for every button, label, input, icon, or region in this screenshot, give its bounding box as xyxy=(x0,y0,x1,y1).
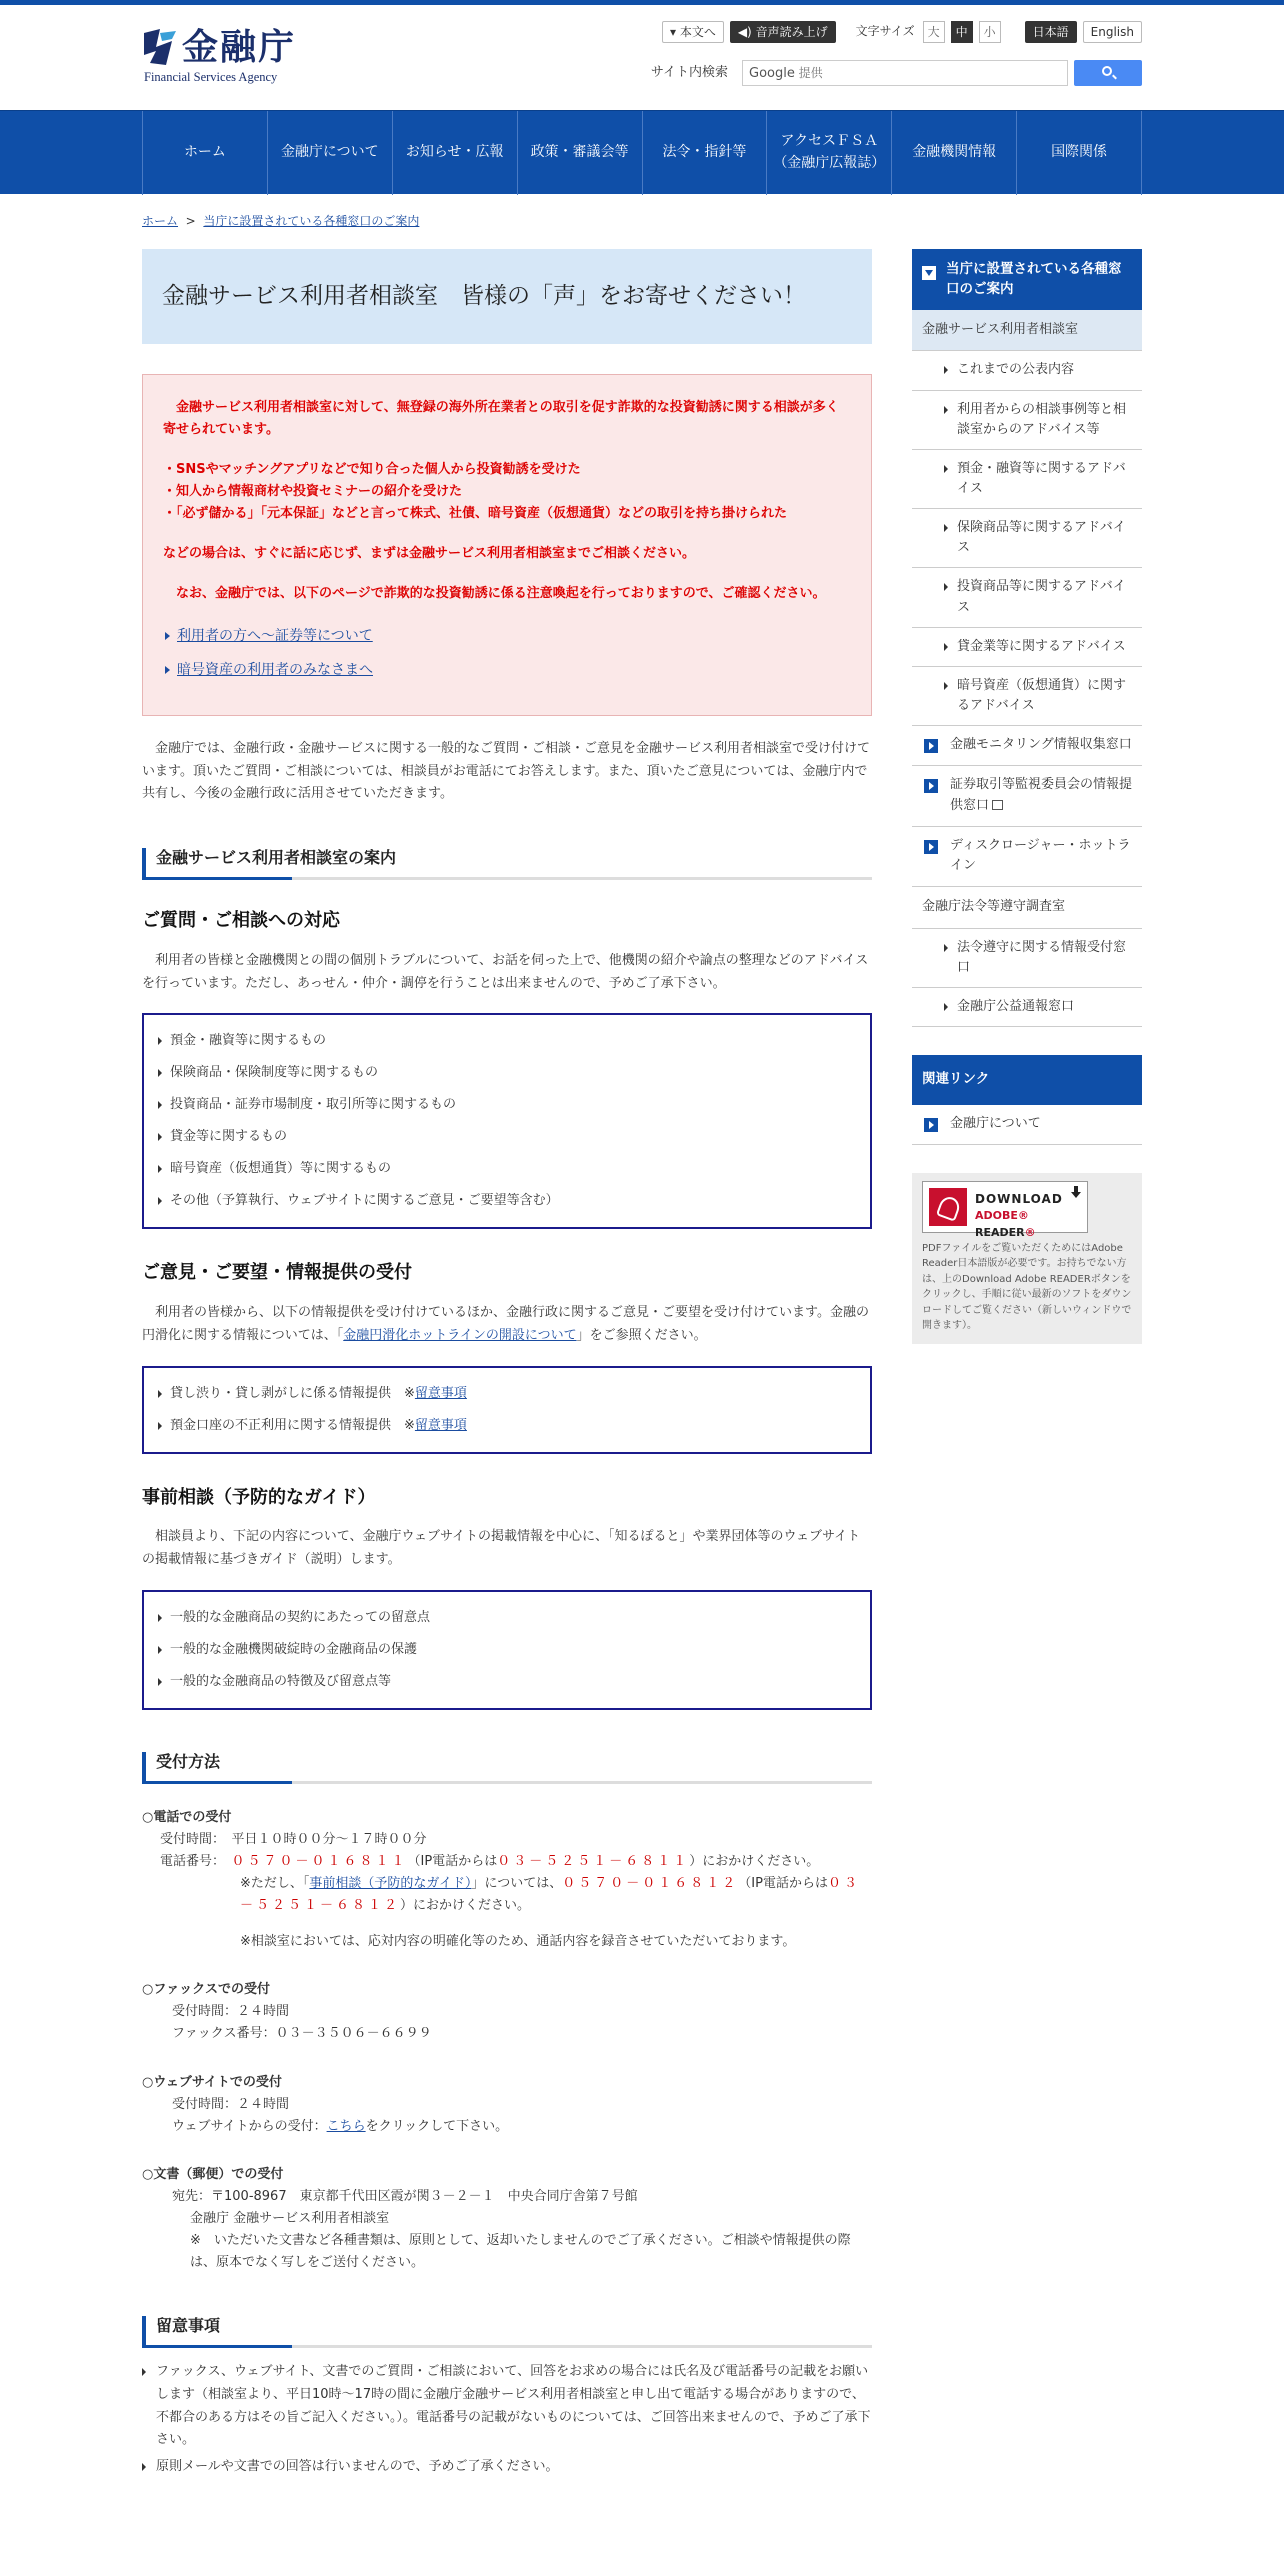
global-nav xyxy=(0,110,1284,194)
phone-head: ○電話での受付 xyxy=(142,1809,232,1825)
mail-section xyxy=(142,2164,872,2274)
breadcrumb-sep: > xyxy=(185,214,196,228)
sec2-item2: 預金口座の不正利用に関する情報提供 ※ xyxy=(170,1417,415,1433)
sec3-title: 事前相談（予防的なガイド） xyxy=(142,1486,376,1508)
provided-label: 提供 xyxy=(798,66,823,80)
guide-ip-number: ０３－５２５１－６８１２ xyxy=(240,1875,860,1914)
nav-item[interactable]: アクセスＦＳＡ （金融庁広報誌） xyxy=(767,111,892,195)
fsa-logo[interactable] xyxy=(142,25,312,85)
guide-link[interactable]: 事前相談（予防的なガイド） xyxy=(309,1875,472,1891)
font-size-mid-button[interactable]: 中 xyxy=(951,21,973,43)
phone-note-b: 」については、 xyxy=(471,1875,563,1891)
fax-number: ファックス番号：０３－３５０６－６６９９ xyxy=(172,2026,432,2042)
list-item: 一般的な金融商品の特徴及び留意点等 xyxy=(158,1666,856,1698)
fax-section xyxy=(142,1979,872,2045)
list-item: 預金・融資等に関するもの xyxy=(158,1025,856,1057)
adobe-download-button[interactable] xyxy=(922,1181,1088,1240)
link-securities-users[interactable]: 利用者の方へ～証券等について xyxy=(177,628,373,645)
related-links-head: 関連リンク xyxy=(912,1055,1142,1105)
alert-text-3: なお、金融庁では、以下のページで詐欺的な投資勧誘に係る注意喚起を行っておりますので、ご確認ください。 xyxy=(163,586,826,602)
fsa-logo-icon xyxy=(142,27,180,67)
phone-hours: 受付時間： 平日１０時００分～１７時００分 xyxy=(160,1831,427,1847)
phone-section xyxy=(142,1807,872,1954)
sec1-list xyxy=(142,1013,872,1229)
lang-ja-button[interactable]: 日本語 xyxy=(1025,21,1077,43)
skip-to-content-button[interactable]: ▾ 本文へ xyxy=(662,21,724,43)
download-arrow-icon xyxy=(1071,1186,1081,1198)
arrow-icon xyxy=(924,779,938,793)
site-header xyxy=(142,5,1142,110)
notes-link-2[interactable]: 留意事項 xyxy=(414,1417,467,1433)
web-text-a: ウェブサイトからの受付： xyxy=(172,2118,327,2134)
adobe-reader-box xyxy=(912,1173,1142,1344)
alert-text-1: 金融サービス利用者相談室に対して、無登録の海外所在業者との取引を促す詐欺的な投資勧誘に関する相談が多く寄せられています。 xyxy=(163,399,839,437)
list-item xyxy=(158,1378,856,1410)
sec3-desc: 相談員より、下記の内容について、金融庁ウェブサイトの掲載情報を中心に、「知るぽると」や業界団体等のウェブサイトの掲載情報に基づきガイド（説明）します。 xyxy=(142,1529,861,1568)
sidebar-item-label: ディスクロージャー・ホットライン xyxy=(950,837,1131,874)
phone-num-label: 電話番号： xyxy=(160,1853,219,1869)
sidebar xyxy=(912,249,1142,2483)
mail-address: 宛先：〒100-8967 東京都千代田区霞が関３－２－１ 中央合同庁舎第７号館 xyxy=(172,2188,638,2204)
nav-item[interactable]: 政策・審議会等 xyxy=(518,111,643,195)
sidebar-subitem[interactable]: 暗号資産（仮想通貨）に関するアドバイス xyxy=(912,667,1142,726)
web-hours: 受付時間：２４時間 xyxy=(172,2096,290,2112)
alert-text-2: などの場合は、すぐに話に応じず、まずは金融サービス利用者相談室までご相談ください。 xyxy=(163,546,695,562)
phone-note-d: ）におかけください。 xyxy=(400,1898,531,1914)
lang-en-button[interactable]: English xyxy=(1083,21,1142,43)
nav-item[interactable]: 国際関係 xyxy=(1017,111,1142,195)
phone-note-a: ※ただし、「 xyxy=(240,1875,310,1891)
nav-item[interactable]: 金融庁について xyxy=(268,111,393,195)
list-item: 一般的な金融商品の契約にあたっての留意点 xyxy=(158,1602,856,1634)
list-item: 保険商品・保険制度等に関するもの xyxy=(158,1057,856,1089)
sec1-title: ご質問・ご相談への対応 xyxy=(142,909,340,931)
sidebar-head-label: 当庁に設置されている各種窓口のご案内 xyxy=(946,261,1122,298)
link-crypto-users[interactable]: 暗号資産の利用者のみなさまへ xyxy=(177,662,373,679)
sidebar-subitem[interactable]: これまでの公表内容 xyxy=(912,351,1142,390)
font-size-large-button[interactable]: 大 xyxy=(923,21,945,43)
sec2-item1: 貸し渋り・貸し剥がしに係る情報提供 ※ xyxy=(170,1385,415,1401)
search-input[interactable] xyxy=(742,60,1068,86)
sidebar-item-label: 金融モニタリング情報収集窓口 xyxy=(950,737,1132,753)
nav-item[interactable]: ホーム xyxy=(143,111,268,195)
web-text-b: をクリックして下さい。 xyxy=(365,2118,509,2134)
sidebar-item[interactable] xyxy=(912,827,1142,888)
search-label: サイト内検索 xyxy=(650,64,728,80)
web-line xyxy=(142,2116,872,2138)
logo-en: Financial Services Agency xyxy=(144,70,278,84)
page-title: 金融サービス利用者相談室 皆様の「声」をお寄せください！ xyxy=(142,249,872,344)
fraud-alert-box xyxy=(142,374,872,716)
fax-head: ○ファックスでの受付 xyxy=(142,1982,270,1998)
list-item: その他（予算執行、ウェブサイトに関するご意見・ご要望等含む） xyxy=(158,1185,856,1217)
adobe-t1: DOWNLOAD xyxy=(975,1191,1063,1206)
header-toolbar xyxy=(662,21,1142,43)
sidebar-head[interactable] xyxy=(912,249,1142,310)
adobe-text: PDFファイルをご覧いただくためにはAdobe Reader日本語版が必要です。お持ちでない方は、上のDownload Adobe READERボタンをクリックし、手順に従い最新のソフトをダウンロードしてご覧ください（新しいウィンドウで開きます）。 xyxy=(922,1242,1132,1332)
section-heading-method: 受付方法 xyxy=(142,1752,872,1781)
web-form-link[interactable]: こちら xyxy=(326,2118,366,2134)
sidebar-subitem[interactable]: 投資商品等に関するアドバイス xyxy=(912,568,1142,627)
breadcrumb-current[interactable]: 当庁に設置されている各種窓口のご案内 xyxy=(203,214,420,228)
search-icon xyxy=(1102,66,1112,76)
skip-label: 本文へ xyxy=(679,25,716,39)
phone-number-line xyxy=(142,1851,872,1873)
sec1-desc: 利用者の皆様と金融機関との間の個別トラブルについて、お話を伺った上で、他機関の紹介や論点の整理などのアドバイスを行っています。ただし、あっせん・仲介・調停を行うことは出来ませんので、予めご了承下さい。 xyxy=(142,952,869,991)
speaker-icon: ◀) xyxy=(737,25,752,39)
mail-head: ○文書（郵便）での受付 xyxy=(142,2166,284,2182)
alert-list-1: ・SNSやマッチングアプリなどで知り合った個人から投資勧誘を受けた xyxy=(163,461,581,477)
alert-list-3: ・「必ず儲かる」「元本保証」などと言って株式、社債、暗号資産（仮想通貨）などの取引を持ち掛けられた xyxy=(163,506,788,522)
adobe-t2b: READER xyxy=(975,1226,1025,1240)
adobe-pdf-icon xyxy=(929,1188,967,1226)
intro-text: 金融庁では、金融行政・金融サービスに関する一般的なご質問・ご相談・ご意見を金融サービス利用者相談室で受け付けています。頂いたご質問・ご相談については、相談員がお電話にてお答えします。また、頂いたご意見については、金融庁内で共有し、今後の金融行政に活用させていただきます。 xyxy=(142,740,871,802)
sidebar-subitem[interactable]: 保険商品等に関するアドバイス xyxy=(912,509,1142,568)
adobe-t2a: ADOBE xyxy=(975,1208,1018,1222)
nav-item[interactable]: 金融機関情報 xyxy=(892,111,1017,195)
font-size-label: 文字サイズ xyxy=(855,24,915,39)
phone-note-line xyxy=(142,1873,872,1917)
notes-list xyxy=(142,2361,872,2479)
notes-link-1[interactable]: 留意事項 xyxy=(414,1385,467,1401)
site-search xyxy=(651,60,1142,86)
web-head: ○ウェブサイトでの受付 xyxy=(142,2074,282,2090)
hotline-link[interactable]: 金融円滑化ホットラインの開設について xyxy=(343,1327,577,1343)
related-link-about[interactable] xyxy=(912,1105,1142,1145)
arrow-icon xyxy=(924,739,938,753)
list-item: ファックス、ウェブサイト、文書でのご質問・ご相談において、回答をお求めの場合には氏名及び電話番号の記載をお願いします（相談室より、平日10時～17時の間に金融庁金融サービス利用者相談室と申し出て電話する場合がありますので、不都合のある方はその旨ご記入ください。）。電話番号の記載がないものについては、ご回答出来ませんので、予めご了承下さい。 xyxy=(142,2361,872,2452)
external-window-icon xyxy=(992,800,1003,810)
mail-to: 金融庁 金融サービス利用者相談室 xyxy=(190,2210,390,2226)
related-link-label: 金融庁について xyxy=(950,1115,1041,1131)
mail-note: ※ いただいた文書など各種書類は、原則として、返却いたしませんのでご了承ください。ご相談や情報提供の際は、原本でなく写しをご送付ください。 xyxy=(190,2233,851,2271)
sidebar-subitem[interactable]: 金融庁公益通報窓口 xyxy=(912,988,1142,1027)
arrow-icon xyxy=(924,840,938,854)
sidebar-item-compliance[interactable]: 金融庁法令等遵守調査室 xyxy=(912,887,1142,929)
web-section xyxy=(142,2072,872,2138)
sidebar-item[interactable] xyxy=(912,726,1142,766)
alert-list-2: ・知人から情報商材や投資セミナーの紹介を受けた xyxy=(163,483,463,499)
nav-item[interactable]: お知らせ・広報 xyxy=(393,111,518,195)
list-item xyxy=(158,1410,856,1442)
arrow-icon xyxy=(924,1118,938,1132)
phone-note-c: （IP電話からは xyxy=(738,1875,828,1891)
collapse-icon xyxy=(922,266,936,280)
guide-phone-number: ０５７０－０１６８１２ xyxy=(562,1875,739,1891)
sec3-list xyxy=(142,1590,872,1710)
sidebar-item-consultation[interactable]: 金融サービス利用者相談室 xyxy=(912,310,1142,352)
nav-item[interactable]: 法令・指針等 xyxy=(643,111,768,195)
adobe-t2: ADOBE® READER® xyxy=(975,1208,1036,1240)
list-item: 原則メールや文書での回答は行いませんので、予めご了承ください。 xyxy=(142,2456,872,2479)
voice-readout-button[interactable] xyxy=(730,21,836,43)
list-item: 投資商品・証券市場制度・取引所等に関するもの xyxy=(158,1089,856,1121)
sidebar-item-label: 証券取引等監視委員会の情報提供窓口 xyxy=(950,776,1133,813)
section-heading-guide: 金融サービス利用者相談室の案内 xyxy=(142,848,872,877)
main-content xyxy=(142,249,872,2483)
sidebar-subitem[interactable]: 預金・融資等に関するアドバイス xyxy=(912,450,1142,509)
logo-text: 金融庁 xyxy=(182,26,297,68)
sec2-list xyxy=(142,1366,872,1454)
phone-ip-b: ）におかけください。 xyxy=(689,1853,820,1869)
breadcrumb xyxy=(142,212,1142,231)
phone-ip-number: ０３－５２５１－６８１１ xyxy=(497,1853,690,1869)
search-button[interactable] xyxy=(1074,60,1142,86)
sec2-desc-b: 」をご参照ください。 xyxy=(576,1327,707,1343)
list-item: 暗号資産（仮想通貨）等に関するもの xyxy=(158,1153,856,1185)
sidebar-subitem[interactable]: 貸金業等に関するアドバイス xyxy=(912,628,1142,667)
breadcrumb-home[interactable]: ホーム xyxy=(142,214,179,228)
sidebar-subitem[interactable]: 法令遵守に関する情報受付窓口 xyxy=(912,929,1142,988)
sec2-desc xyxy=(142,1302,872,1348)
phone-record-note: ※相談室においては、応対内容の明確化等のため、通話内容を録音させていただいております。 xyxy=(240,1934,796,1950)
list-item: 一般的な金融機関破綻時の金融商品の保護 xyxy=(158,1634,856,1666)
phone-ip-a: （IP電話からは xyxy=(407,1853,498,1869)
phone-number: ０５７０－０１６８１１ xyxy=(231,1853,408,1869)
list-item: 貸金等に関するもの xyxy=(158,1121,856,1153)
voice-label: 音声読み上げ xyxy=(755,25,828,39)
fax-hours: 受付時間：２４時間 xyxy=(172,2004,290,2020)
font-size-small-button[interactable]: 小 xyxy=(979,21,1001,43)
sidebar-subitem[interactable]: 利用者からの相談事例等と相談室からのアドバイス等 xyxy=(912,391,1142,450)
sec2-title: ご意見・ご要望・情報提供の受付 xyxy=(142,1262,412,1284)
sidebar-item[interactable] xyxy=(912,766,1142,827)
sec2-desc-a: 利用者の皆様から、以下の情報提供を受け付けているほか、金融行政に関するご意見・ご要望を受け付けています。金融の円滑化に関する情報については、「 xyxy=(142,1305,869,1343)
section-heading-notes: 留意事項 xyxy=(142,2316,872,2345)
google-label: Google xyxy=(749,66,795,81)
